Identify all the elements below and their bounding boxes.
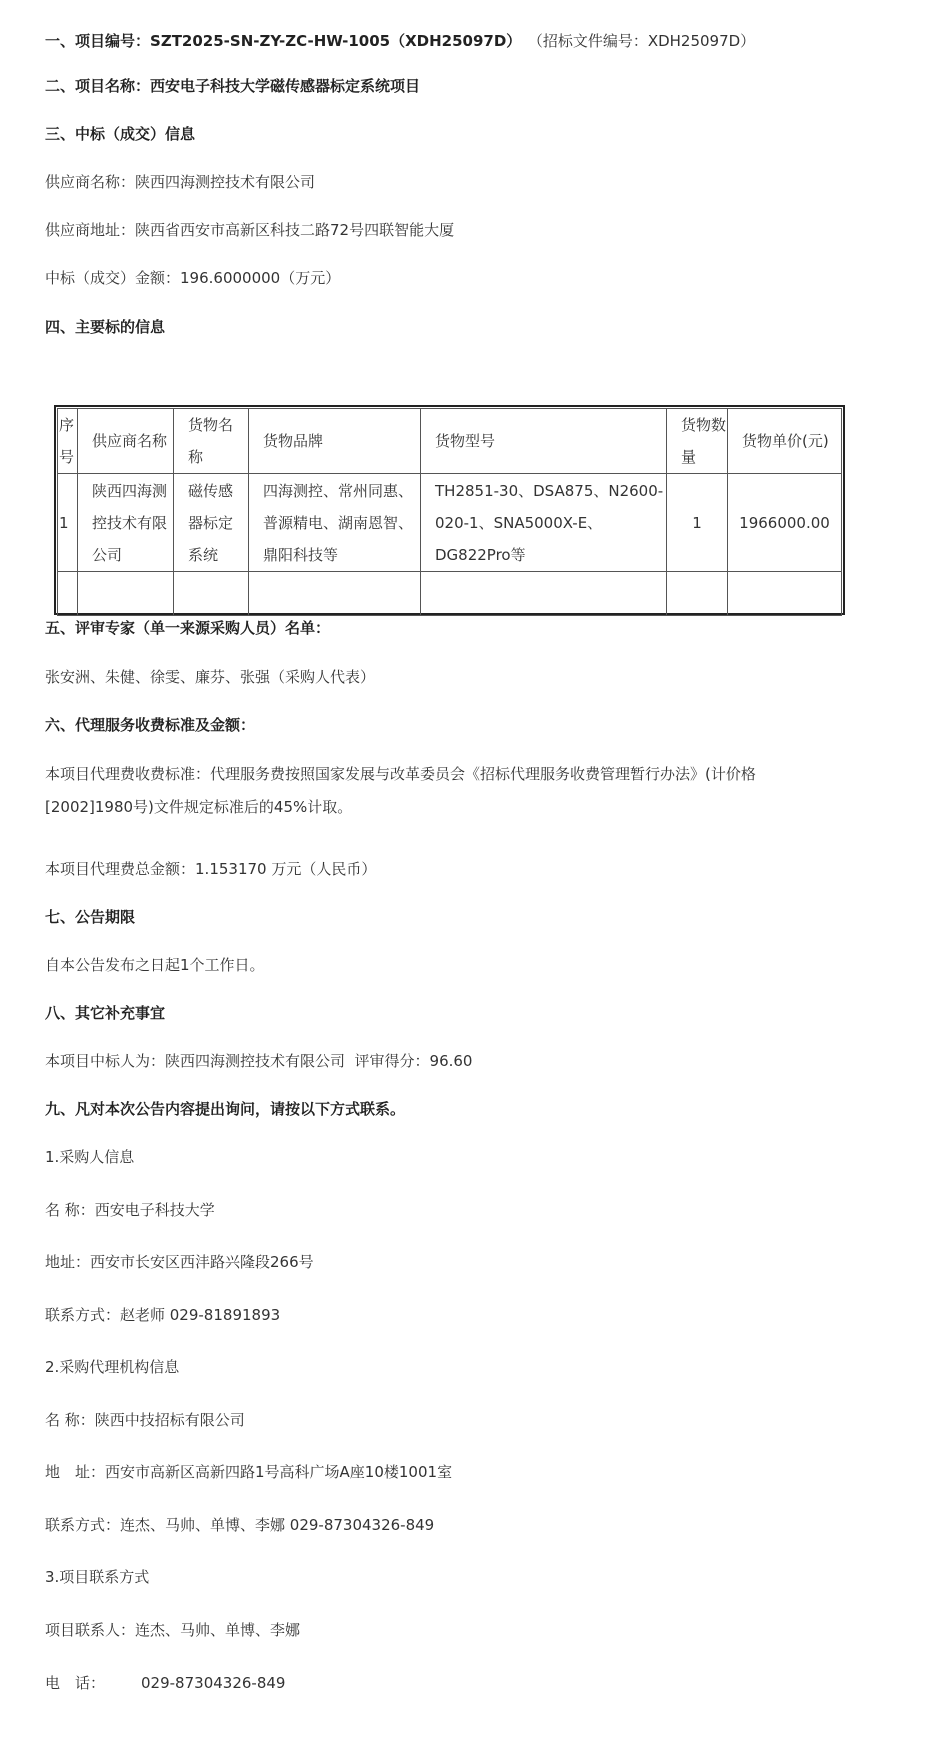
header-goods-name: 货物名称 <box>174 409 249 474</box>
project-number-label: 一、项目编号： <box>45 32 151 50</box>
header-model: 货物型号 <box>421 409 667 474</box>
purchaser-address: 地址：西安市长安区西沣路兴隆段266号 <box>45 1253 314 1271</box>
header-no: 序号 <box>58 409 78 474</box>
tender-doc-number: （招标文件编号：XDH25097D） <box>535 32 756 50</box>
section-agency-fee: 六、代理服务收费标准及金额： <box>45 716 256 734</box>
header-brand: 货物品牌 <box>249 409 421 474</box>
section-project-number <box>45 30 755 52</box>
cell-no: 1 <box>58 474 78 572</box>
table-empty-row <box>58 572 842 616</box>
agency-name: 名 称：陕西中技招标有限公司 <box>45 1411 245 1429</box>
phone-number: 029-87304326-849 <box>141 1674 286 1692</box>
header-quantity: 货物数量 <box>667 409 728 474</box>
header-unit-price: 货物单价(元) <box>728 409 842 474</box>
award-amount: 中标（成交）金额：196.6000000（万元） <box>45 269 341 287</box>
notice-period: 自本公告发布之日起1个工作日。 <box>45 956 265 974</box>
table-row <box>58 474 842 572</box>
project-contact-phone <box>45 1672 285 1694</box>
section-main-items: 四、主要标的信息 <box>45 318 166 336</box>
section-contact: 九、凡对本次公告内容提出询问，请按以下方式联系。 <box>45 1100 406 1118</box>
section-award-info: 三、中标（成交）信息 <box>45 125 196 143</box>
experts-list: 张安洲、朱健、徐雯、廉芬、张强（采购人代表） <box>45 668 376 686</box>
fee-total: 本项目代理费总金额：1.153170 万元（人民币） <box>45 860 377 878</box>
section-notice-period: 七、公告期限 <box>45 908 136 926</box>
cell-model: TH2851-30、DSA875、N2600-020-1、SNA5000X-E、DG822Pro等 <box>421 474 667 572</box>
section-project-name: 二、项目名称：西安电子科技大学磁传感器标定系统项目 <box>45 77 421 95</box>
agency-address: 地 址：西安市高新区高新四路1号高科广场A座10楼1001室 <box>45 1463 453 1481</box>
table-header-row <box>58 409 842 474</box>
winner-score: 本项目中标人为：陕西四海测控技术有限公司 评审得分：96.60 <box>45 1052 473 1070</box>
project-number-code: SZT2025-SN-ZY-ZC-HW-1005（XDH25097D） <box>150 32 522 50</box>
section-supplementary: 八、其它补充事宜 <box>45 1004 166 1022</box>
supplier-address: 供应商地址：陕西省西安市高新区科技二路72号四联智能大厦 <box>45 221 455 239</box>
project-contact-title: 3.项目联系方式 <box>45 1568 150 1586</box>
cell-brand: 四海测控、常州同惠、普源精电、湖南恩智、鼎阳科技等 <box>249 474 421 572</box>
project-contact-people: 项目联系人：连杰、马帅、单博、李娜 <box>45 1621 301 1639</box>
agency-contact: 联系方式：连杰、马帅、单博、李娜 029-87304326-849 <box>45 1516 435 1534</box>
fee-standard: 本项目代理费收费标准：代理服务费按照国家发展与改革委员会《招标代理服务收费管理暂行办法》(计价格[2002]1980号)文件规定标准后的45%计取。 <box>45 765 756 816</box>
header-supplier: 供应商名称 <box>78 409 174 474</box>
phone-label: 电 话： <box>45 1674 106 1692</box>
section-experts: 五、评审专家（单一来源采购人员）名单： <box>45 619 331 637</box>
purchaser-name: 名 称：西安电子科技大学 <box>45 1201 215 1219</box>
purchaser-info-title: 1.采购人信息 <box>45 1148 135 1166</box>
agency-info-title: 2.采购代理机构信息 <box>45 1358 180 1376</box>
cell-goods-name: 磁传感器标定系统 <box>174 474 249 572</box>
main-items-table <box>54 405 845 615</box>
cell-quantity: 1 <box>667 474 728 572</box>
purchaser-contact: 联系方式：赵老师 029-81891893 <box>45 1306 281 1324</box>
cell-unit-price: 1966000.00 <box>728 474 842 572</box>
supplier-name: 供应商名称：陕西四海测控技术有限公司 <box>45 173 316 191</box>
cell-supplier: 陕西四海测控技术有限公司 <box>78 474 174 572</box>
